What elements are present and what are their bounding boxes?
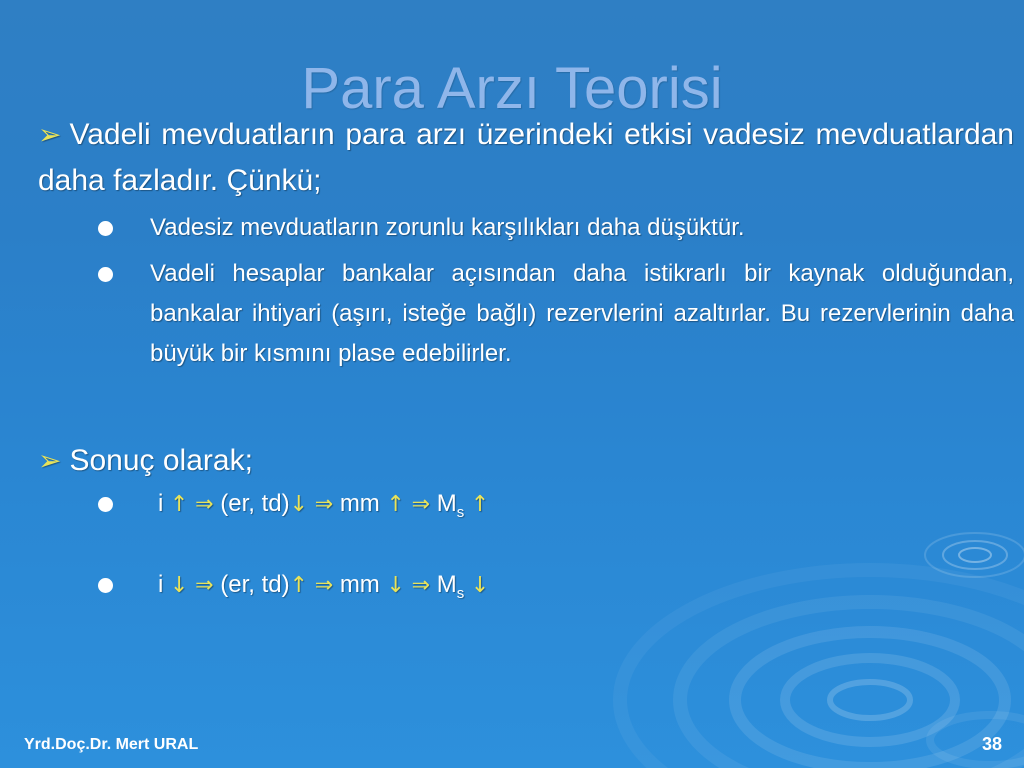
arrow-down-icon: ↓ xyxy=(170,572,189,598)
implies-icon: ⇒ xyxy=(195,492,214,517)
subbullet-text: Vadeli hesaplar bankalar açısından daha istikrarlı bir kaynak olduğundan, bankalar ihtiyari (aşırı, isteğe bağlı) rezervlerini azaltırlar. Bu rezervlerinin daha büyük bir kısmını plase edebilirler. xyxy=(150,260,1014,367)
arrow-up-icon: ↑ xyxy=(470,492,490,517)
implies-icon: ⇒ xyxy=(411,572,431,598)
subbullet-text: Vadesiz mevduatların zorunlu karşılıkları daha düşüktür. xyxy=(150,214,745,241)
arrow-down-icon: ↓ xyxy=(470,572,490,598)
page-number: 38 xyxy=(981,734,1002,754)
formula-ratios: (er, td) xyxy=(220,490,290,517)
formula-mm: mm xyxy=(339,570,380,598)
formula-ms: M xyxy=(436,570,457,598)
footer-author: Yrd.Doç.Dr. Mert URAL xyxy=(24,736,199,753)
arrow-down-icon: ↓ xyxy=(386,572,405,598)
implies-icon: ⇒ xyxy=(314,492,334,517)
formula-ms-subscript: s xyxy=(456,584,465,602)
arrow-up-icon: ↑ xyxy=(386,492,405,517)
slide-title: Para Arzı Teorisi xyxy=(301,56,723,121)
formula-rising-rate xyxy=(158,484,1014,533)
implies-icon: ⇒ xyxy=(411,492,431,517)
formula-falling-rate xyxy=(158,565,1014,614)
bullet-vadeli xyxy=(38,112,1014,204)
formula-mm: mm xyxy=(339,490,380,517)
subbullet-vadeli-hesaplar xyxy=(150,254,1014,374)
arrowhead-right-icon: ➢ xyxy=(38,119,62,150)
formula-ms-subscript: s xyxy=(456,503,465,521)
formula-i: i xyxy=(158,570,164,598)
implies-icon: ⇒ xyxy=(314,572,334,598)
arrowhead-right-icon: ➢ xyxy=(38,445,62,476)
formula-i: i xyxy=(158,490,164,517)
subbullet-vadesiz xyxy=(150,208,1014,248)
bullet-dot-icon xyxy=(98,578,113,593)
implies-icon: ⇒ xyxy=(195,572,214,598)
slide-content xyxy=(38,112,1014,614)
formula-ratios: (er, td) xyxy=(220,570,290,598)
bullet-dot-icon xyxy=(98,221,113,236)
arrow-up-icon: ↑ xyxy=(170,492,189,517)
bullet-dot-icon xyxy=(98,267,113,282)
bullet-sonuc xyxy=(38,438,1014,484)
formula-ms: M xyxy=(436,490,457,517)
bullet-text: Vadeli mevduatların para arzı üzerindeki etkisi vadesiz mevduatlardan daha fazladır. Çünkü; xyxy=(38,118,1014,197)
bullet-dot-icon xyxy=(98,497,113,512)
bullet-text: Sonuç olarak; xyxy=(69,444,253,477)
arrow-up-icon: ↑ xyxy=(289,572,309,598)
arrow-down-icon: ↓ xyxy=(289,492,309,517)
